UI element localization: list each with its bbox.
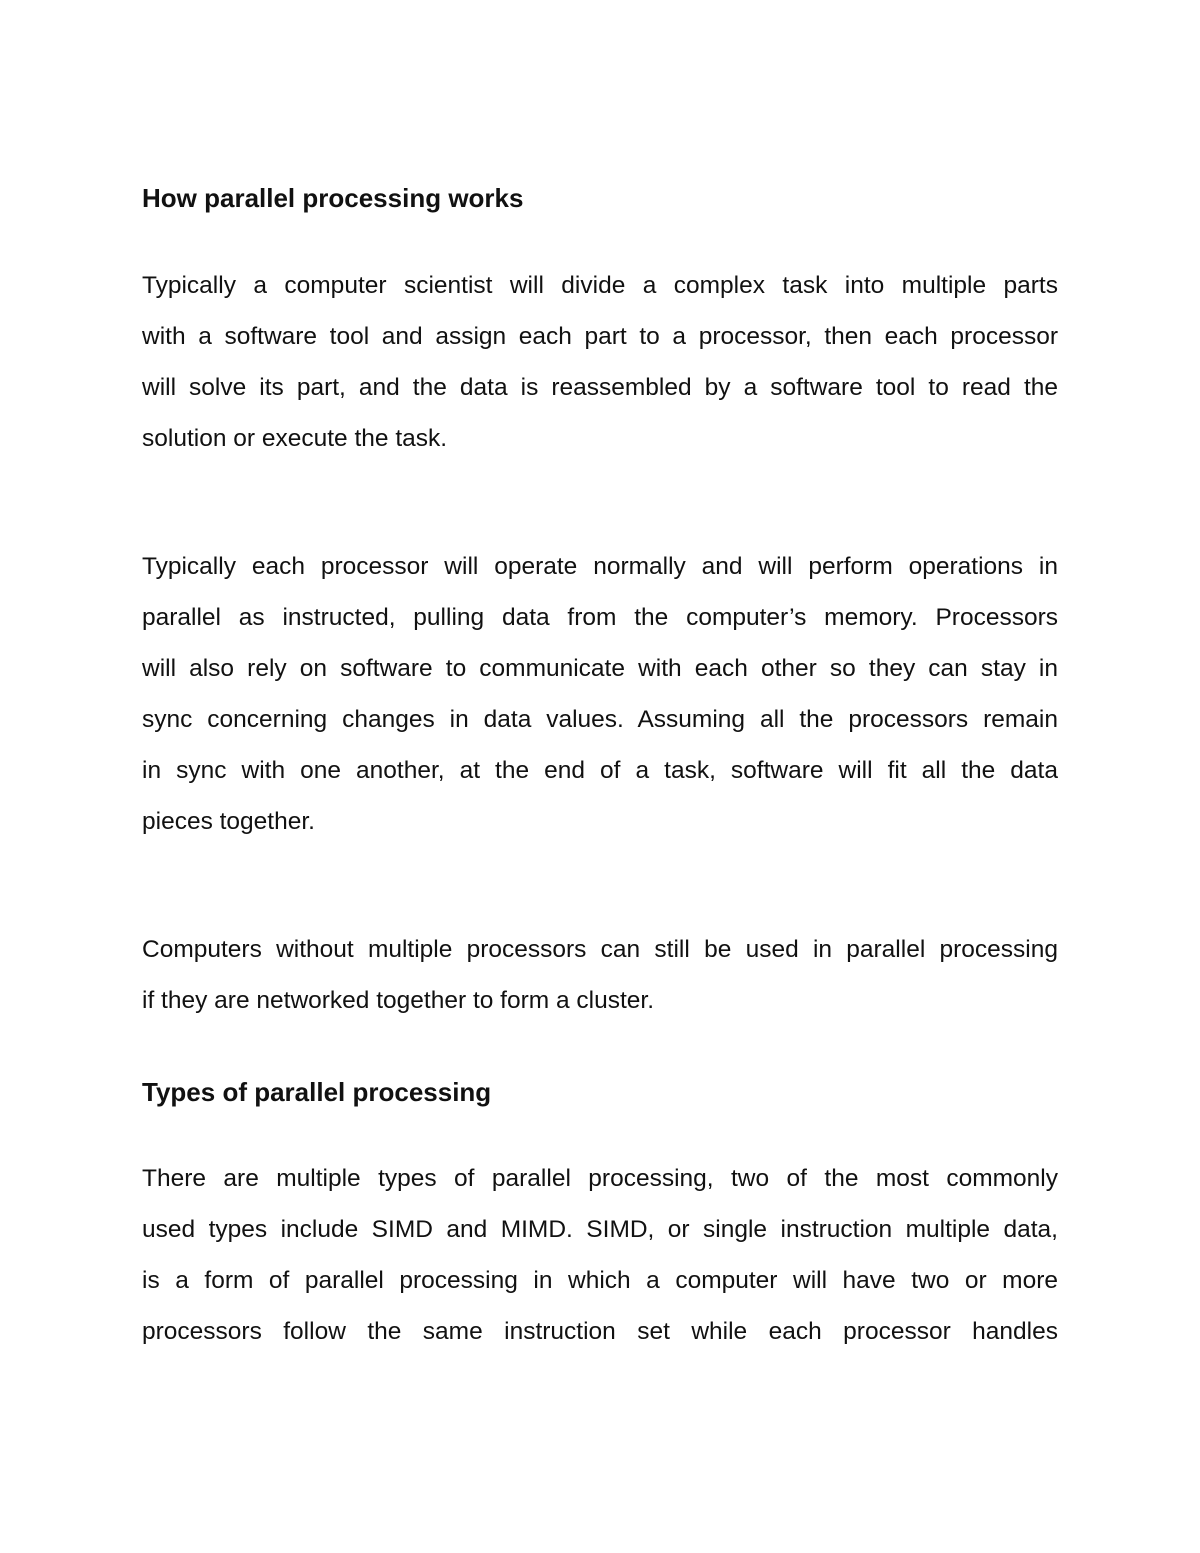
paragraph-line: used types include SIMD and MIMD. SIMD, or single instruction multiple data, [142,1216,1058,1243]
section-heading-how-parallel-processing-works: How parallel processing works [142,183,524,213]
paragraph-simd-mimd [142,1153,1058,1357]
paragraph-line: There are multiple types of parallel processing, two of the most commonly [142,1165,1058,1192]
paragraph-line: parallel as instructed, pulling data from the computer’s memory. Processors [142,604,1058,631]
paragraph-line: will also rely on software to communicate with each other so they can stay in [142,655,1058,682]
paragraph-processor-operation [142,541,1058,847]
paragraph-line: Typically each processor will operate normally and will perform operations in [142,553,1058,580]
paragraph-line: pieces together. [142,808,315,835]
paragraph-line: sync concerning changes in data values. Assuming all the processors remain [142,706,1058,733]
paragraph-task-division [142,260,1058,464]
paragraph-line: with a software tool and assign each part to a processor, then each processor [142,323,1058,350]
paragraph-clusters [142,924,1058,1026]
paragraph-line: if they are networked together to form a cluster. [142,987,655,1014]
paragraph-line: solution or execute the task. [142,425,448,452]
paragraph-line: Typically a computer scientist will divide a complex task into multiple parts [142,272,1058,299]
paragraph-line: Computers without multiple processors can still be used in parallel processing [142,936,1058,963]
section-heading-types-of-parallel-processing: Types of parallel processing [142,1077,492,1107]
paragraph-line: will solve its part, and the data is reassembled by a software tool to read the [142,374,1058,401]
paragraph-line: is a form of parallel processing in which a computer will have two or more [142,1267,1058,1294]
paragraph-line: processors follow the same instruction set while each processor handles [142,1318,1058,1345]
paragraph-line: in sync with one another, at the end of a task, software will fit all the data [142,757,1058,784]
